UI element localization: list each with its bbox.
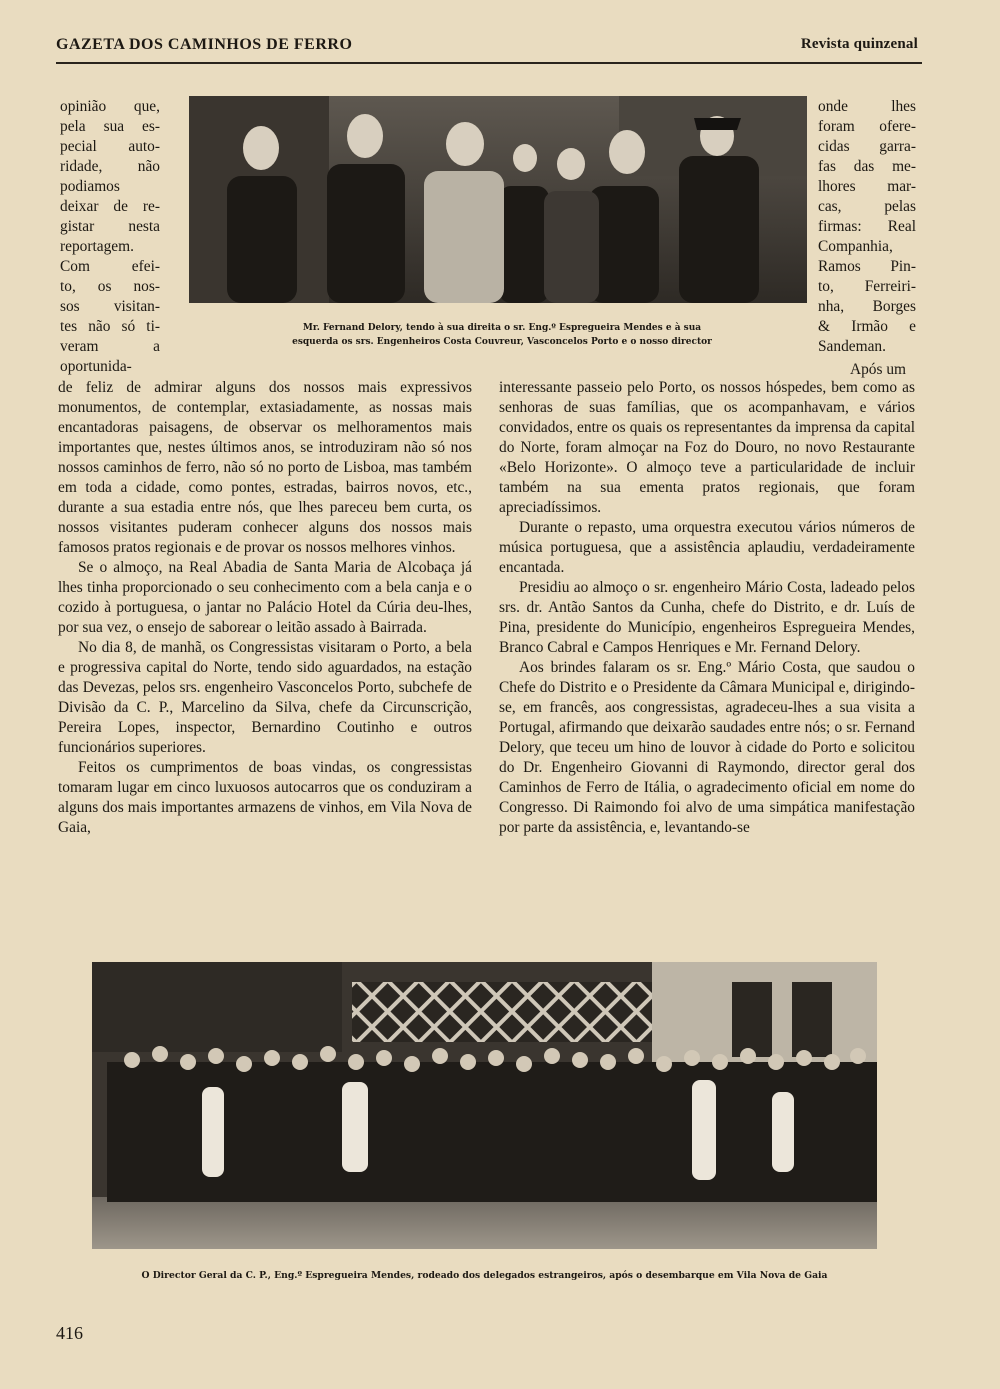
wrap-line: reportagem. (60, 238, 134, 255)
wrap-line: foram ofere- (818, 118, 916, 135)
wrap-line: Com efei- (60, 258, 160, 275)
publication-title: GAZETA DOS CAMINHOS DE FERRO (56, 36, 353, 53)
caption-line: esquerda os srs. Engenheiros Costa Couvreur, Vasconcelos Porto e o nosso director (292, 337, 712, 347)
wrap-line: Ramos Pin- (818, 258, 916, 275)
header-rule (56, 62, 922, 64)
wrap-line: cas, pelas (818, 198, 916, 215)
wrap-line: nha, Borges (818, 298, 916, 315)
wrap-line: pecial auto- (60, 138, 160, 155)
page-number: 416 (56, 1323, 83, 1343)
paragraph: Presidiu ao almoço o sr. engenheiro Mário Costa, ladeado pelos srs. dr. Antão Santos da Cunha, chefe do Distrito, e dr. Luís de Pina, presidente do Município, engenheiros Espregueira Mendes, Branco Cabral e Campos Henriques e Mr. Fernand Delory. (499, 579, 915, 656)
wrap-line: onde lhes (818, 98, 916, 115)
paragraph: interessante passeio pelo Porto, os nossos hóspedes, bem como as senhoras de suas famílias, que os acompanhavam, e vários convidados, entre os quais os representantes da imprensa da capital do Norte, foram almoçar na Foz do Douro, no novo Restaurante «Belo Horizonte». O almoço teve a particularidade de incluir também na sua ementa pratos regionais, que foram apreciadíssimos. (499, 379, 915, 516)
wrap-line: to, Ferreiri- (818, 278, 916, 295)
wrap-line: cidas garra- (818, 138, 916, 155)
wrap-line: fas das me- (818, 158, 916, 175)
caption-line: Mr. Fernand Delory, tendo à sua direita o sr. Eng.º Espregueira Mendes e à sua (302, 323, 702, 333)
wrap-line: deixar de re- (60, 198, 160, 215)
article-column-left (58, 378, 472, 838)
paragraph: Aos brindes falaram os sr. Eng.º Mário Costa, que saudou o Chefe do Distrito e o Presidente da Câmara Municipal e, dirigindo-se, em francês, aos congressistas, agradeceu-lhes a sua visita a Portugal, afirmando que deixarão saudades entre nós; o sr. Fernand Delory, que teceu um hino de louvor à cidade do Porto e solicitou do Dr. Engenheiro Giovanni di Raymondo, director geral dos Caminhos de Ferro de Itália, o agradecimento oficial em nome do Congresso. Di Raimondo foi alvo de uma simpática manifestação por parte da assistência, e, levantando-se (499, 659, 915, 836)
paragraph: de feliz de admirar alguns dos nossos mais expressivos monumentos, de contemplar, extasiadamente, as nossas mais encantadoras paisagens, de observar os melhoramentos mais importantes que, nestes últimos anos, se introduziram não só nos nossos caminhos de ferro, não só no porto de Lisboa, mas também em toda a cidade, como pontes, estradas, bairros novos, etc., durante a sua estadia entre nós, que lhes pareceu bem curta, os nossos visitantes puderam conhecer alguns dos nossos mais famosos pratos regionais e de provar os nossos melhores vinhos. (58, 379, 472, 556)
wrap-text-continuation: Após um (850, 361, 907, 378)
publication-subtitle: Revista quinzenal (800, 36, 918, 52)
wrap-text-right (818, 97, 916, 357)
photo-top-image (189, 96, 807, 303)
article-column-right (499, 378, 915, 838)
paragraph: Durante o repasto, uma orquestra executou vários números de música portuguesa, que a assistência aplaudiu, verdadeiramente encantada. (499, 519, 915, 576)
paragraph: Se o almoço, na Real Abadia de Santa Maria de Alcobaça já lhes tinha proporcionado o seu conhecimento com a bela canja e o cozido à portuguesa, o jantar no Palácio Hotel da Cúria deu-lhes, por sua vez, o ensejo de saborear o leitão assado à Bairrada. (58, 559, 472, 636)
wrap-line: podiamos (60, 178, 120, 195)
wrap-line: Companhia, (818, 238, 893, 255)
wrap-line: sos visitan- (60, 298, 160, 315)
wrap-line: ridade, não (60, 158, 160, 175)
wrap-line: veram a (60, 338, 160, 355)
wrap-line: to, os nos- (60, 278, 160, 295)
wrap-line: firmas: Real (818, 218, 916, 235)
wrap-line: oportunida- (60, 358, 132, 375)
wrap-line: gistar nesta (60, 218, 160, 235)
wrap-line: tes não só ti- (60, 318, 160, 335)
wrap-line: pela sua es- (60, 118, 160, 135)
paragraph: Feitos os cumprimentos de boas vindas, os congressistas tomaram lugar em cinco luxuosos autocarros que os conduziram a alguns dos mais importantes armazens de vinhos, em Vila Nova de Gaia, (58, 759, 472, 836)
wrap-line: Sandeman. (818, 338, 886, 355)
photo-top-caption (222, 321, 782, 349)
wrap-line: lhores mar- (818, 178, 916, 195)
wrap-text-left (60, 97, 160, 377)
group-photo-bottom (92, 962, 877, 1249)
group-photo-top (189, 96, 807, 303)
wrap-line: & Irmão e (818, 318, 916, 335)
paragraph: No dia 8, de manhã, os Congressistas visitaram o Porto, a bela e progressiva capital do Norte, tendo sido aguardados, na estação das Devezas, pelos srs. engenheiro Vasconcelos Porto, subchefe de Divisão da C. P., Marcelino da Silva, chefe da Circunscrição, Pereira Lopes, inspector, Bernardino Coutinho e outros funcionários superiores. (58, 639, 472, 756)
photo-bottom-image (92, 962, 877, 1249)
wrap-line: opinião que, (60, 98, 160, 115)
photo-bottom-caption: O Director Geral da C. P., Eng.º Espregueira Mendes, rodeado dos delegados estrangeiros, após o desembarque em Vila Nova de Gaia (141, 1270, 828, 1281)
